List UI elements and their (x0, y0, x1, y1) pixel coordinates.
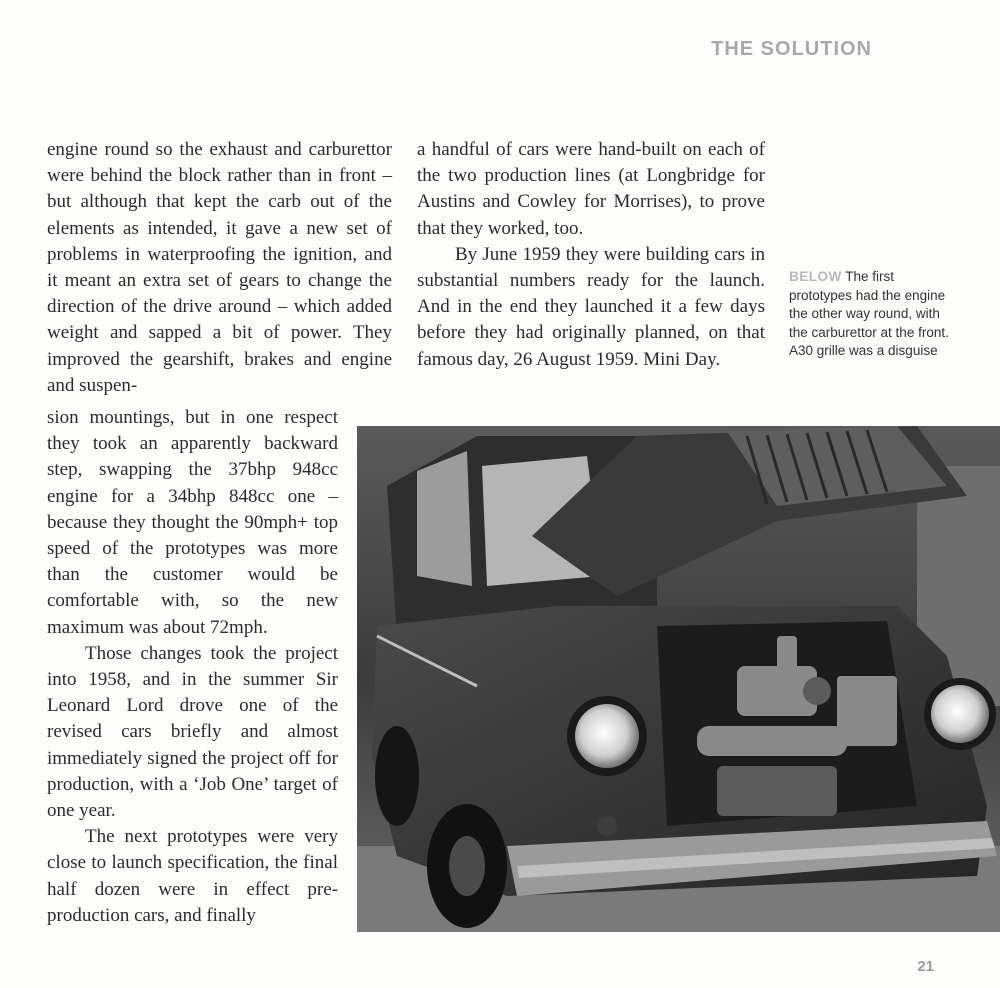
car-illustration (357, 426, 1000, 932)
paragraph: By June 1959 they were building cars in substantial numbers ready for the launch. And in the end they launched it a few days before they had originally planned, on that famous day, 26 August 1959. Mini Day. (417, 243, 765, 370)
left-column-bottom (47, 405, 338, 929)
caption-lead: BELOW (789, 269, 842, 284)
photo-caption (789, 268, 949, 361)
left-column-top (47, 137, 392, 399)
paragraph: sion mountings, but in one respect they took an apparently backward step, swapping the 37bhp 948cc engine for a 34bhp 848cc one – because they thought the 90mph+ top speed of the prototypes was more than the customer would be comfortable with, so the new maximum was about 72mph. (47, 407, 338, 638)
paragraph: Those changes took the project into 1958, and in the summer Sir Leonard Lord drove one of the revised cars briefly and almost immediately signed the project off for production, with a ‘Job One’ target of one year. (47, 642, 338, 822)
section-title: THE SOLUTION (711, 38, 872, 60)
paragraph: engine round so the exhaust and carburettor were behind the block rather than in front – but although that kept the carb out of the elements as intended, it gave a new set of problems in waterproofing the ignition, and it meant an extra set of gears to change the direction of the drive around – which added weight and sapped a bit of power. They improved the gearshift, brakes and engine and suspen- (47, 139, 392, 396)
caption-text: The first prototypes had the engine the other way round, with the carburettor at the front. A30 grille was a disguise (789, 269, 949, 358)
paragraph: The next prototypes were very close to launch specification, the final half dozen were in effect pre-production cars, and finally (47, 826, 338, 926)
paragraph: a handful of cars were hand-built on each of the two production lines (at Longbridge for Austins and Cowley for Morrises), to prove that they worked, too. (417, 139, 765, 239)
right-column (417, 137, 765, 373)
page-number: 21 (917, 958, 934, 975)
prototype-car-photo (357, 426, 1000, 932)
